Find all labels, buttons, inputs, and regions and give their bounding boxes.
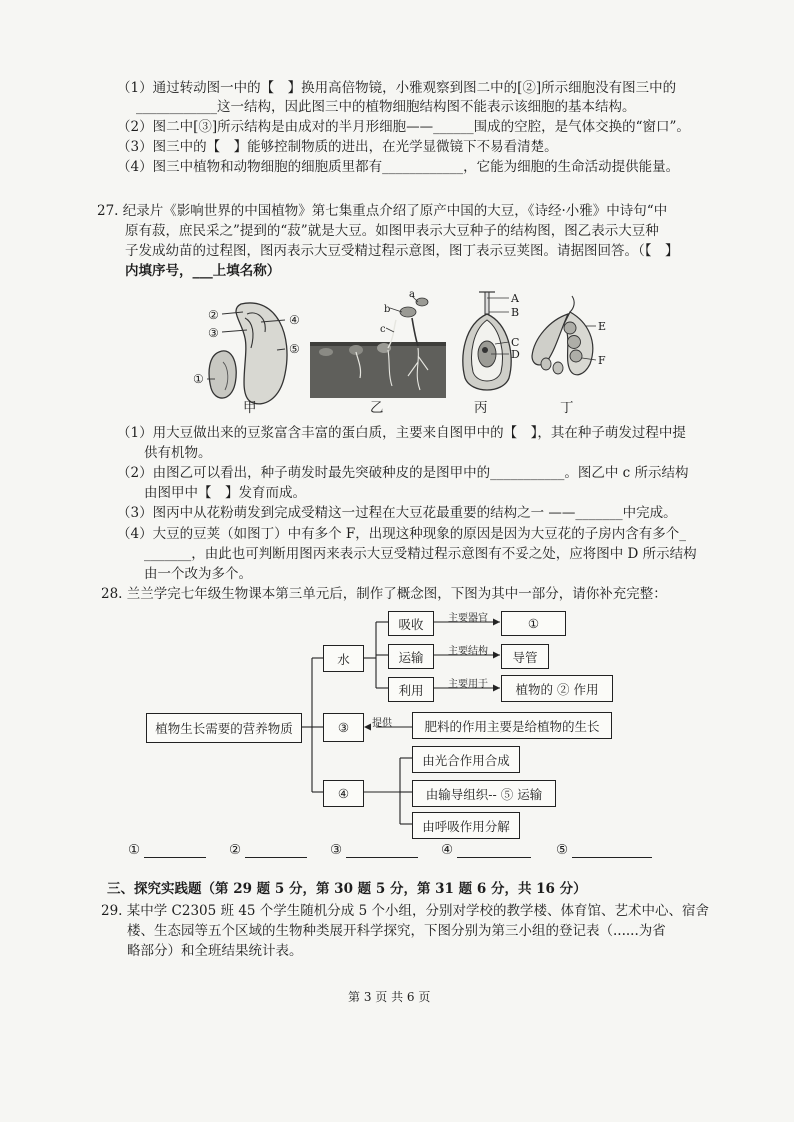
q27-item-3: （3）图丙中从花粉萌发到完成受精这一过程在大豆花最重要的结构之一 ——_______中完成。	[117, 505, 677, 521]
fertilization-label-B: B	[511, 306, 520, 319]
seed-label-2: ②	[208, 308, 219, 322]
q27-item-4-cont2: 由一个改为多个。	[117, 566, 252, 582]
figure-yi-caption: 乙	[370, 400, 384, 416]
concept-absorb-box: 吸收	[388, 611, 434, 636]
fertilization-label-C: C	[511, 336, 520, 349]
q26-item-1-cont: ____________这一结构，因此图三中的植物细胞结构图不能表示该细胞的基本结构。	[136, 99, 636, 115]
answer-blank-1[interactable]	[128, 842, 210, 858]
concept-respiration-box: 由呼吸作用分解	[412, 812, 520, 839]
concept-label-use: 主要用于	[448, 679, 488, 690]
answer-blank-2[interactable]	[229, 842, 311, 858]
concept-use-box: 利用	[388, 677, 434, 702]
concept-label-organ: 主要器官	[448, 613, 488, 624]
q26-item-1: （1）通过转动图一中的【 】换用高倍物镜，小雅观察到图二中的[②]所示细胞没有图三中的	[117, 80, 677, 96]
concept-water-box: 水	[323, 645, 364, 672]
concept-transport-box: 运输	[388, 644, 434, 669]
pod-label-E: E	[598, 320, 607, 333]
q27-intro-3: 子发成幼苗的过程图，图丙表示大豆受精过程示意图，图丁表示豆荚图。请据图回答。（【 】	[125, 243, 679, 259]
concept-fertilizer-box: 肥料的作用主要是给植物的生长	[412, 712, 612, 739]
q27-item-4-cont: _______，由此也可判断用图丙来表示大豆受精过程示意图有不妥之处，应将图中 D 所示结构	[117, 546, 697, 562]
q26-item-3: （3）图三中的【 】能够控制物质的进出，在光学显微镜下不易看清楚。	[117, 139, 558, 155]
answer-mark-3: ③	[330, 842, 343, 858]
q27-item-1-cont: 供有机物。	[117, 445, 212, 461]
concept-root-box: 植物生长需要的营养物质	[146, 713, 302, 743]
concept-conduction-box: 由输导组织-- ⑤ 运输	[412, 780, 556, 807]
concept-use-target-box: 植物的 ② 作用	[501, 675, 613, 702]
concept-label-structure: 主要结构	[448, 646, 488, 657]
answer-mark-5: ⑤	[556, 842, 569, 858]
concept-photosynthesis-box: 由光合作用合成	[412, 746, 520, 773]
figure-bing-caption: 丙	[474, 400, 488, 416]
q27-item-2: （2）由图乙可以看出，种子萌发时最先突破种皮的是图甲中的___________。图乙中 c 所示结构	[117, 465, 689, 481]
answer-mark-2: ②	[229, 842, 242, 858]
answer-blank-3[interactable]	[330, 842, 422, 858]
seed-label-4: ④	[289, 313, 300, 327]
germination-label-c: c	[380, 324, 386, 335]
fertilization-label-A: A	[511, 292, 519, 305]
q29-line-1: 29. 某中学 C2305 班 45 个学生随机分成 5 个小组，分别对学校的教学楼、体育馆、艺术中心、宿舍	[101, 903, 709, 919]
concept-duct-box: 导管	[501, 644, 549, 669]
pod-label-F: F	[598, 354, 606, 367]
q27-item-2-cont: 由图甲中【 】发育而成。	[117, 485, 306, 501]
germination-label-b: b	[384, 304, 391, 315]
fertilization-label-D: D	[511, 348, 520, 361]
seed-label-3: ③	[208, 326, 219, 340]
seed-label-1: ①	[193, 372, 204, 386]
q26-item-2: （2）图二中[③]所示结构是由成对的半月形细胞——______围成的空腔，是气体交换的“窗口”。	[117, 119, 690, 135]
q27-intro-1: 27. 纪录片《影响世界的中国植物》第七集重点介绍了原产中国的大豆，《诗经·小雅》中诗句“中	[97, 203, 668, 219]
answer-mark-1: ①	[128, 842, 141, 858]
figure-ding-caption: 丁	[560, 400, 574, 416]
concept-label-provide: 提供	[372, 718, 392, 729]
q27-item-4: （4）大豆的豆荚（如图丁）中有多个 F，出现这种现象的原因是因为大豆花的子房内含有多个_	[117, 526, 686, 542]
q27-item-1: （1）用大豆做出来的豆浆富含丰富的蛋白质，主要来自图甲中的【 】，其在种子萌发过程中提	[117, 425, 686, 441]
q27-intro-2: 原有菽，庶民采之”提到的“菽”就是大豆。如图甲表示大豆种子的结构图，图乙表示大豆种	[125, 223, 659, 239]
page-footer: 第 3 页 共 6 页	[348, 990, 431, 1004]
q29-line-3: 略部分）和全班结果统计表。	[127, 943, 303, 959]
figure-jia-caption: 甲	[243, 400, 257, 416]
concept-blank-1-box: ①	[501, 611, 566, 636]
section-3-title: 三、探究实践题（第 29 题 5 分，第 30 题 5 分，第 31 题 6 分，共 16 分）	[107, 881, 587, 897]
seed-label-5: ⑤	[289, 342, 300, 356]
answer-mark-4: ④	[441, 842, 454, 858]
concept-blank-3-box: ③	[323, 713, 364, 742]
answer-blank-5[interactable]	[556, 842, 656, 858]
q26-item-4: （4）图三中植物和动物细胞的细胞质里都有____________，它能为细胞的生命活动提供能量。	[117, 159, 680, 175]
answer-blank-4[interactable]	[441, 842, 535, 858]
q27-intro-4: 内填序号，___上填名称）	[125, 263, 281, 279]
q28-intro: 28. 兰兰学完七年级生物课本第三单元后，制作了概念图，下图为其中一部分，请你补充完整：	[101, 586, 667, 602]
q29-line-2: 楼、生态园等五个区域的生物种类展开科学探究，下图分别为第三小组的登记表（......为省	[127, 923, 666, 939]
germination-label-a: a	[409, 289, 415, 300]
concept-blank-4-box: ④	[323, 780, 364, 807]
